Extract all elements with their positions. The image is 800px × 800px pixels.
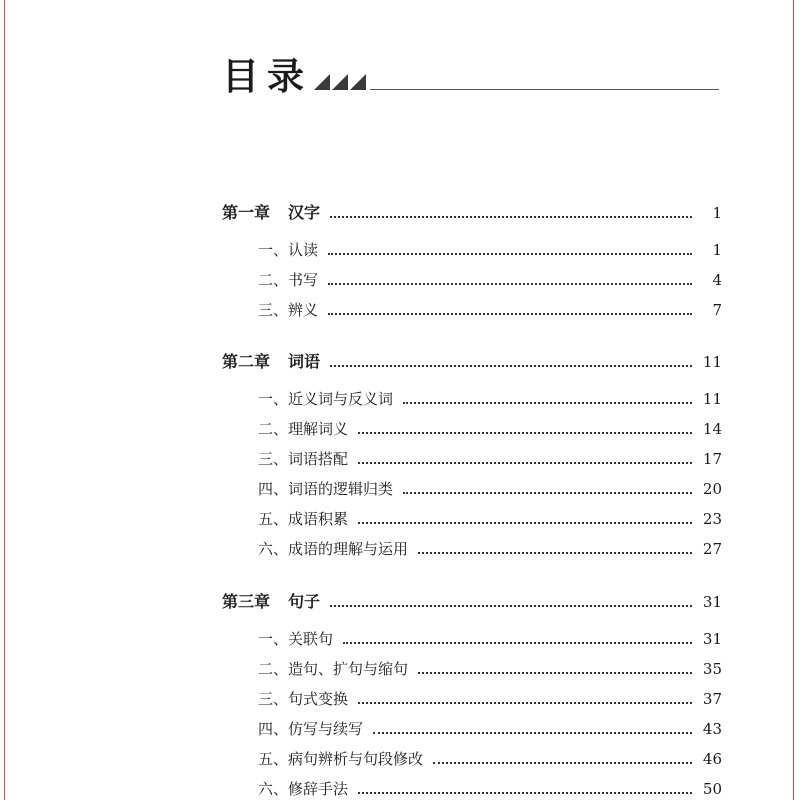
page-number: 27 [702,540,722,558]
dot-leader [418,672,692,674]
dot-leader [358,432,692,434]
page-number: 31 [702,593,722,611]
page-number: 17 [702,450,722,468]
toc-section[interactable] [0,508,800,530]
section-label: 四、词语的逻辑归类 [258,480,394,498]
page-number: 20 [702,480,722,498]
page-number: 14 [702,420,722,438]
page-number: 31 [702,630,722,648]
dot-leader [358,702,692,704]
page-number: 4 [712,271,722,289]
section-label: 一、认读 [258,241,319,259]
chapter-title: 词语 [288,352,321,371]
toc-section[interactable] [0,448,800,470]
page-number: 35 [702,660,722,678]
toc-section[interactable] [0,748,800,770]
toc-section[interactable] [0,718,800,740]
dot-leader [328,253,692,255]
dot-leader [418,552,692,554]
section-label: 二、书写 [258,271,319,289]
section-label: 三、辨义 [258,301,319,319]
toc-section[interactable] [0,778,800,800]
section-label: 五、病句辨析与句段修改 [258,750,424,768]
page-number: 1 [712,241,722,259]
dot-leader [343,642,692,644]
toc-section[interactable] [0,658,800,680]
section-label: 六、修辞手法 [258,780,349,798]
dot-leader [330,216,692,218]
toc-section[interactable] [0,538,800,560]
dot-leader [328,283,692,285]
page-number: 1 [712,204,722,222]
dot-leader [403,402,692,404]
chapter-label [222,351,320,373]
toc-section[interactable] [0,478,800,500]
dot-leader [358,792,692,794]
toc-chapter-2[interactable] [0,351,800,373]
section-label: 六、成语的理解与运用 [258,540,409,558]
chapter-title: 汉字 [288,203,321,222]
page-number: 43 [702,720,722,738]
dot-leader [373,732,692,734]
section-label: 三、词语搭配 [258,450,349,468]
page-title: 目录 [222,54,312,98]
section-label: 五、成语积累 [258,510,349,528]
section-label: 四、仿写与续写 [258,720,364,738]
page-number: 37 [702,690,722,708]
dot-leader [328,313,692,315]
toc-section[interactable] [0,688,800,710]
page-number: 11 [702,353,722,371]
toc-chapter-3[interactable] [0,591,800,613]
section-label: 三、句式变换 [258,690,349,708]
dot-leader [330,605,692,607]
page-number: 7 [712,301,722,319]
chapter-title: 句子 [288,592,321,611]
toc-section[interactable] [0,269,800,291]
title-triangles-decoration [314,74,370,90]
toc-section[interactable] [0,628,800,650]
chapter-label [222,202,320,224]
page-number: 11 [702,390,722,408]
page-number: 23 [702,510,722,528]
toc-chapter-1[interactable] [0,202,800,224]
dot-leader [358,462,692,464]
dot-leader [403,492,692,494]
toc-section[interactable] [0,388,800,410]
page-number: 50 [702,780,722,798]
dot-leader [358,522,692,524]
chapter-number: 第三章 [222,592,271,611]
dot-leader [433,762,692,764]
chapter-number: 第二章 [222,352,271,371]
page-number: 46 [702,750,722,768]
chapter-label [222,591,320,613]
toc-section[interactable] [0,299,800,321]
toc-section[interactable] [0,239,800,261]
toc-section[interactable] [0,418,800,440]
dot-leader [330,365,692,367]
chapter-number: 第一章 [222,203,271,222]
section-label: 一、关联句 [258,630,334,648]
title-rule [370,89,719,90]
section-label: 二、造句、扩句与缩句 [258,660,409,678]
section-label: 一、近义词与反义词 [258,390,394,408]
section-label: 二、理解词义 [258,420,349,438]
